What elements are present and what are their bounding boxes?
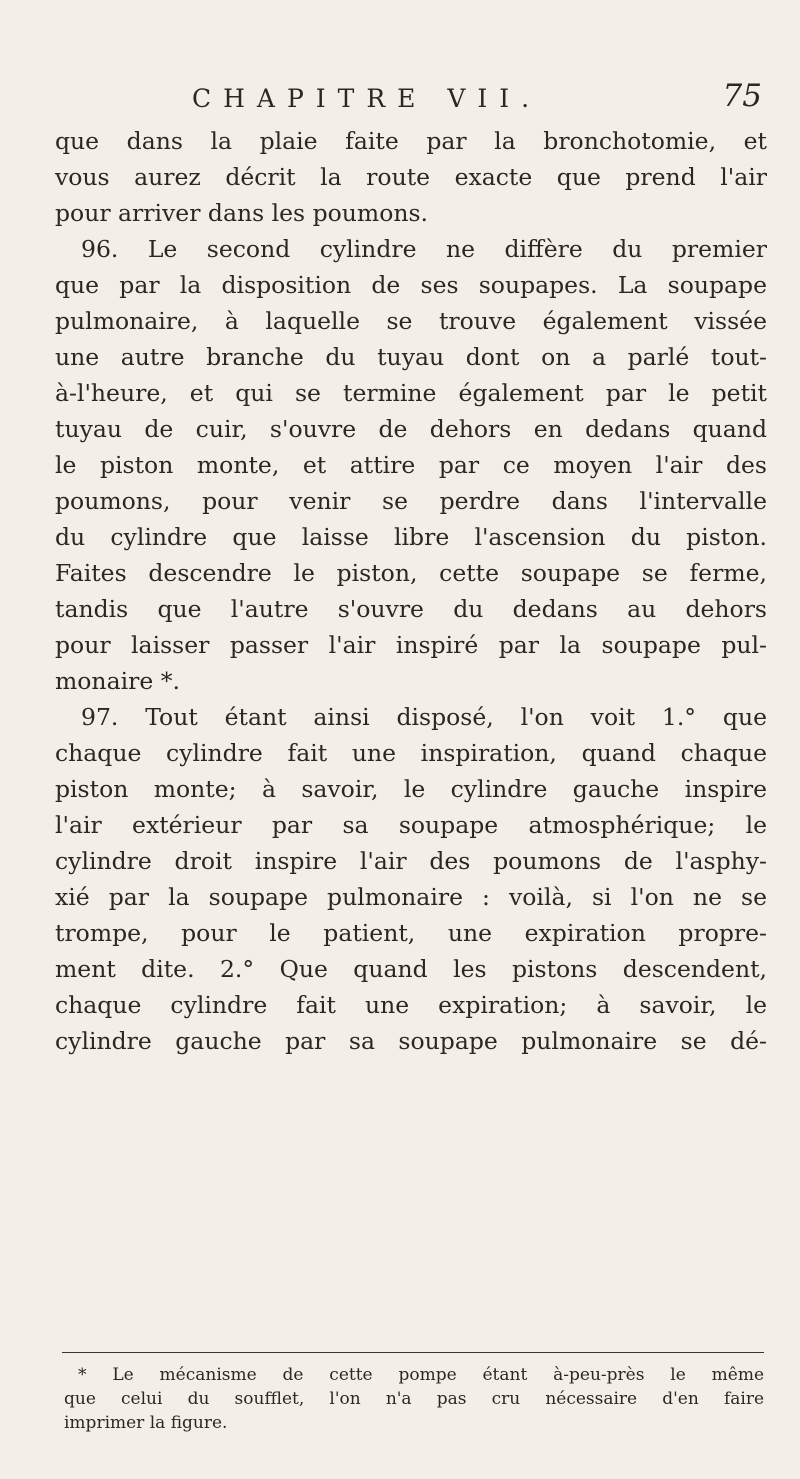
text-line: ment dite. 2.° Que quand les pistons descendent, xyxy=(55,955,767,983)
footnote xyxy=(64,1363,764,1435)
running-head xyxy=(192,78,762,114)
page-number: 75 xyxy=(722,78,762,114)
chapter-title: CHAPITRE VII. xyxy=(192,84,542,113)
text-line: une autre branche du tuyau dont on a parlé tout- xyxy=(55,343,767,371)
text-line: pulmonaire, à laquelle se trouve également vissée xyxy=(55,307,767,335)
text-line: pour arriver dans les poumons. xyxy=(55,199,429,227)
text-line: 96. Le second cylindre ne diffère du premier xyxy=(81,235,767,263)
text-line: piston monte; à savoir, le cylindre gauche inspire xyxy=(55,775,767,803)
text-line: du cylindre que laisse libre l'ascension du piston. xyxy=(55,523,767,551)
text-line: poumons, pour venir se perdre dans l'intervalle xyxy=(55,487,767,515)
footnote-divider xyxy=(62,1352,764,1353)
text-line: chaque cylindre fait une expiration; à savoir, le xyxy=(55,991,767,1019)
footnote-line: imprimer la figure. xyxy=(64,1413,228,1433)
text-line: Faites descendre le piston, cette soupape se ferme, xyxy=(55,559,767,587)
text-line: trompe, pour le patient, une expiration propre- xyxy=(55,919,767,947)
text-line: cylindre droit inspire l'air des poumons de l'asphy- xyxy=(55,847,767,875)
text-line: le piston monte, et attire par ce moyen l'air des xyxy=(55,451,767,479)
text-line: tandis que l'autre s'ouvre du dedans au dehors xyxy=(55,595,767,623)
text-line: chaque cylindre fait une inspiration, quand chaque xyxy=(55,739,767,767)
text-line: xié par la soupape pulmonaire : voilà, si l'on ne se xyxy=(55,883,767,911)
text-line: 97. Tout étant ainsi disposé, l'on voit 1.° que xyxy=(81,703,767,731)
text-line: pour laisser passer l'air inspiré par la soupape pul- xyxy=(55,631,767,659)
text-line: que par la disposition de ses soupapes. La soupape xyxy=(55,271,767,299)
text-line: que dans la plaie faite par la bronchotomie, et xyxy=(55,127,767,155)
text-line: tuyau de cuir, s'ouvre de dehors en dedans quand xyxy=(55,415,767,443)
body-text xyxy=(55,123,767,1059)
text-line: à-l'heure, et qui se termine également par le petit xyxy=(55,379,767,407)
footnote-line: * Le mécanisme de cette pompe étant à-peu-près le même xyxy=(78,1365,764,1385)
text-line: l'air extérieur par sa soupape atmosphérique; le xyxy=(55,811,767,839)
text-line: cylindre gauche par sa soupape pulmonaire se dé- xyxy=(55,1027,767,1055)
text-line: vous aurez décrit la route exacte que prend l'air xyxy=(55,163,767,191)
text-line: monaire *. xyxy=(55,667,180,695)
footnote-line: que celui du soufflet, l'on n'a pas cru nécessaire d'en faire xyxy=(64,1389,764,1409)
